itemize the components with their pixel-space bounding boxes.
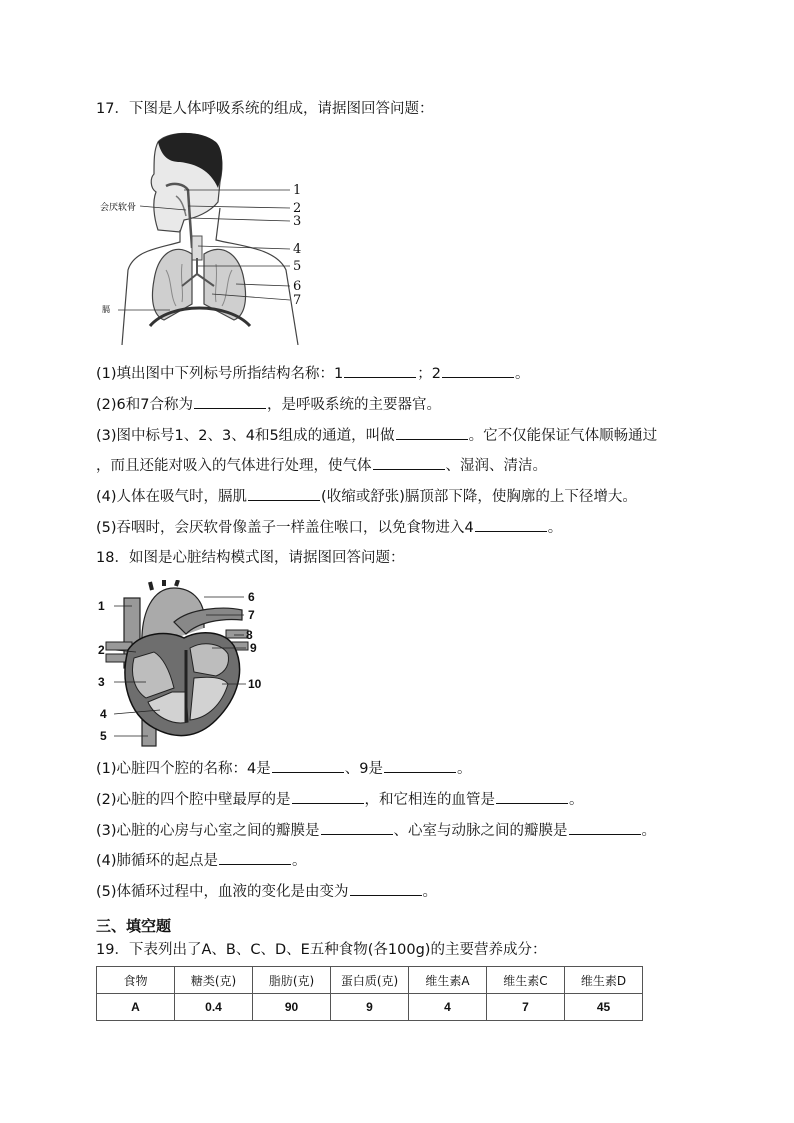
- nutrition-table: [96, 966, 643, 1021]
- resp-label-5: 5: [293, 259, 302, 274]
- section-heading: 三、填空题: [96, 917, 172, 935]
- resp-label-1: 1: [293, 183, 302, 198]
- answer-blank[interactable]: [396, 425, 468, 440]
- q18-title: 18．如图是心脏结构模式图，请据图回答问题：: [96, 550, 405, 566]
- answer-blank[interactable]: [442, 363, 514, 378]
- answer-blank[interactable]: [344, 363, 416, 378]
- table-header-cell: 糖类(克): [175, 967, 253, 994]
- resp-label-2: 2: [293, 201, 302, 216]
- heart-label-1: 1: [98, 599, 105, 613]
- answer-blank[interactable]: [272, 758, 344, 773]
- q18-line-5: (5)体循环过程中，血液的变化是由变为 。: [96, 881, 437, 902]
- table-header-cell: 维生素C: [487, 967, 565, 994]
- heart-label-5: 5: [100, 729, 107, 743]
- heart-label-8: 8: [246, 628, 253, 642]
- heart-label-9: 9: [250, 641, 257, 655]
- answer-blank[interactable]: [321, 820, 393, 835]
- answer-blank[interactable]: [194, 394, 266, 409]
- heart-label-6: 6: [248, 590, 255, 604]
- answer-blank[interactable]: [384, 758, 456, 773]
- respiratory-system-figure: [100, 130, 320, 345]
- q18-line-3: (3)心脏的心房与心室之间的瓣膜是 、心室与动脉之间的瓣膜是 。: [96, 820, 656, 841]
- q17-line-1: (1)填出图中下列标号所指结构名称：1 ；2 。: [96, 363, 530, 384]
- answer-blank[interactable]: [292, 789, 364, 804]
- table-header-cell: 食物: [97, 967, 175, 994]
- table-cell: 4: [409, 994, 487, 1021]
- resp-label-4: 4: [293, 242, 302, 257]
- q17-line-2: (2)6和7合称为 ，是呼吸系统的主要器官。: [96, 394, 441, 415]
- heart-label-3: 3: [98, 675, 105, 689]
- answer-blank[interactable]: [350, 881, 422, 896]
- table-header-row: [97, 967, 643, 994]
- heart-label-7: 7: [248, 608, 255, 622]
- answer-blank[interactable]: [496, 789, 568, 804]
- answer-blank[interactable]: [373, 455, 445, 470]
- table-row: [97, 994, 643, 1021]
- resp-label-6: 6: [293, 279, 302, 294]
- q18-line-4: (4)肺循环的起点是 。: [96, 850, 307, 871]
- heart-label-4: 4: [100, 707, 107, 721]
- answer-blank[interactable]: [219, 850, 291, 865]
- table-cell: 9: [331, 994, 409, 1021]
- q19-title: 19．下表列出了A、B、C、D、E五种食物(各100g)的主要营养成分：: [96, 942, 547, 958]
- answer-blank[interactable]: [569, 820, 641, 835]
- q17-title: 17．下图是人体呼吸系统的组成，请据图回答问题：: [96, 101, 434, 117]
- q17-line-4: (4)人体在吸气时，膈肌 (收缩或舒张)膈顶部下降，使胸廓的上下径增大。: [96, 486, 637, 507]
- resp-label-7: 7: [293, 293, 302, 308]
- table-header-cell: 蛋白质(克): [331, 967, 409, 994]
- epiglottis-label: 会厌软骨: [100, 203, 137, 213]
- table-cell: A: [97, 994, 175, 1021]
- q17-line-3: (3)图中标号1、2、3、4和5组成的通道，叫做 。它不仅能保证气体顺畅通过: [96, 425, 657, 446]
- table-header-cell: 维生素D: [565, 967, 643, 994]
- table-header-cell: 维生素A: [409, 967, 487, 994]
- answer-blank[interactable]: [475, 517, 547, 532]
- table-cell: 7: [487, 994, 565, 1021]
- table-cell: 90: [253, 994, 331, 1021]
- q18-line-1: (1)心脏四个腔的名称：4是 、9是 。: [96, 758, 472, 779]
- q18-line-2: (2)心脏的四个腔中壁最厚的是 ，和它相连的血管是 。: [96, 789, 584, 810]
- table-cell: 45: [565, 994, 643, 1021]
- heart-label-2: 2: [98, 643, 105, 657]
- resp-label-3: 3: [293, 214, 302, 229]
- diaphragm-label: 膈: [102, 305, 110, 314]
- table-header-cell: 脂肪(克): [253, 967, 331, 994]
- table-cell: 0.4: [175, 994, 253, 1021]
- heart-structure-figure: [94, 580, 274, 750]
- q17-line-5: (5)吞咽时，会厌软骨像盖子一样盖住喉口，以免食物进入4 。: [96, 517, 562, 538]
- q17-line-3-cont: ，而且还能对吸入的气体进行处理，使气体 、湿润、清洁。: [96, 455, 547, 476]
- answer-blank[interactable]: [248, 486, 320, 501]
- heart-label-10: 10: [248, 677, 262, 691]
